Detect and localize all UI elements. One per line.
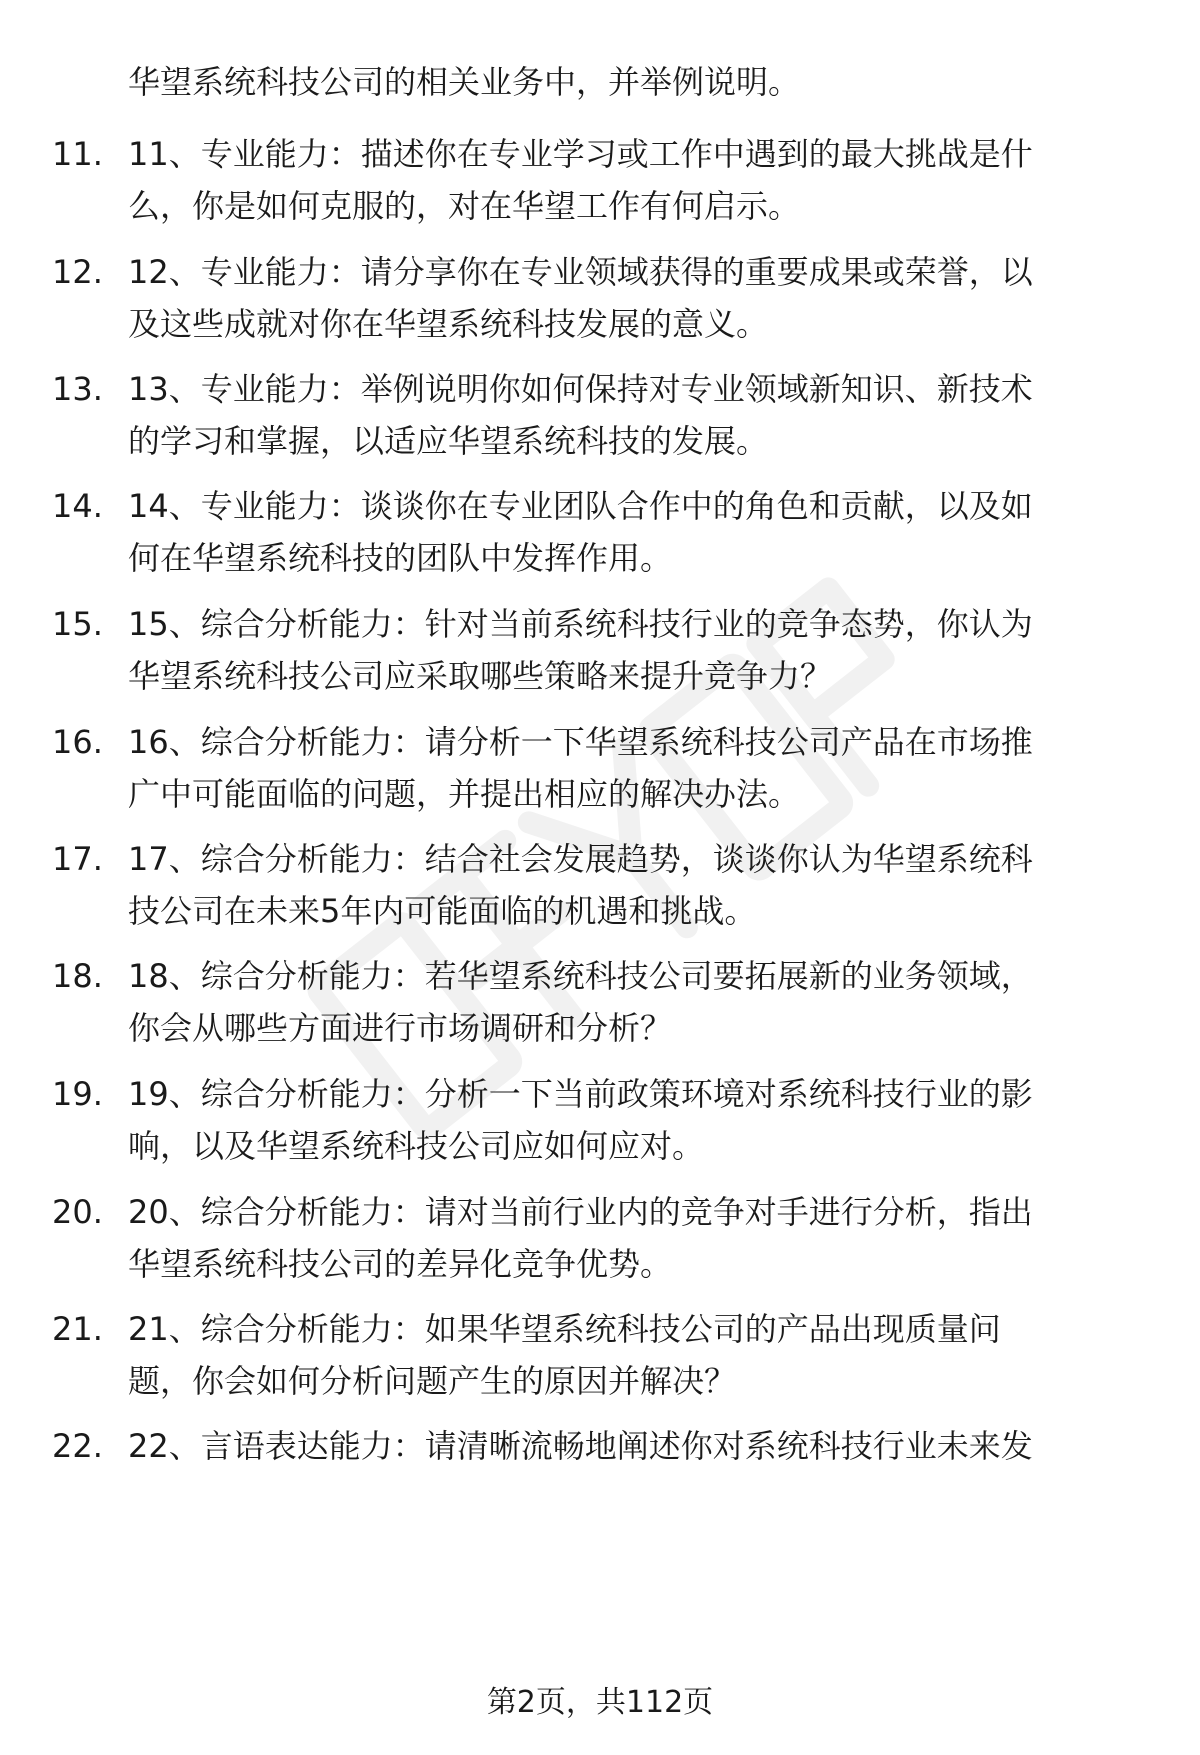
item-text-line: 20、综合分析能力：请对当前行业内的竞争对手进行分析，指出: [128, 1193, 1033, 1231]
item-text-line: 广中可能面临的问题，并提出相应的解决办法。: [128, 775, 801, 813]
item-number: 21.: [52, 1310, 103, 1348]
item-number: 19.: [52, 1075, 103, 1113]
page-footer: 第2页，共112页: [486, 1685, 714, 1720]
item-text-line: 11、专业能力：描述你在专业学习或工作中遇到的最大挑战是什: [128, 135, 1033, 173]
item-number: 16.: [52, 723, 103, 761]
item-text-line: 么，你是如何克服的，对在华望工作有何启示。: [128, 187, 801, 225]
item-text-line: 题，你会如何分析问题产生的原因并解决？: [128, 1362, 737, 1400]
item-text-line: 及这些成就对你在华望系统科技发展的意义。: [128, 305, 769, 343]
item-text-line: 华望系统科技公司的差异化竞争优势。: [128, 1245, 673, 1283]
item-text-line: 16、综合分析能力：请分析一下华望系统科技公司产品在市场推: [128, 723, 1033, 761]
item-text-line: 21、综合分析能力：如果华望系统科技公司的产品出现质量问: [128, 1310, 1001, 1348]
item-number: 22.: [52, 1427, 103, 1465]
item-number: 11.: [52, 135, 103, 173]
item-text-line: 15、综合分析能力：针对当前系统科技行业的竞争态势，你认为: [128, 605, 1033, 643]
item-text-line: 19、综合分析能力：分析一下当前政策环境对系统科技行业的影: [128, 1075, 1033, 1113]
item-text-line: 14、专业能力：谈谈你在专业团队合作中的角色和贡献，以及如: [128, 487, 1033, 525]
item-text-line: 18、综合分析能力：若华望系统科技公司要拓展新的业务领域，: [128, 957, 1033, 995]
item-number: 17.: [52, 840, 103, 878]
item-text-line: 13、专业能力：举例说明你如何保持对专业领域新知识、新技术: [128, 370, 1033, 408]
item-text-line: 22、言语表达能力：请清晰流畅地阐述你对系统科技行业未来发: [128, 1427, 1033, 1465]
continuation-line: 华望系统科技公司的相关业务中，并举例说明。: [128, 63, 801, 101]
item-number: 13.: [52, 370, 103, 408]
item-text-line: 技公司在未来5年内可能面临的机遇和挑战。: [128, 892, 757, 930]
item-number: 14.: [52, 487, 103, 525]
item-number: 12.: [52, 253, 103, 291]
item-text-line: 17、综合分析能力：结合社会发展趋势，谈谈你认为华望系统科: [128, 840, 1033, 878]
item-text-line: 的学习和掌握，以适应华望系统科技的发展。: [128, 422, 769, 460]
item-number: 20.: [52, 1193, 103, 1231]
item-text-line: 12、专业能力：请分享你在专业领域获得的重要成果或荣誉，以: [128, 253, 1033, 291]
item-number: 15.: [52, 605, 103, 643]
item-text-line: 响，以及华望系统科技公司应如何应对。: [128, 1127, 705, 1165]
item-text-line: 你会从哪些方面进行市场调研和分析？: [128, 1009, 673, 1047]
item-number: 18.: [52, 957, 103, 995]
item-text-line: 华望系统科技公司应采取哪些策略来提升竞争力？: [128, 657, 833, 695]
item-text-line: 何在华望系统科技的团队中发挥作用。: [128, 539, 673, 577]
